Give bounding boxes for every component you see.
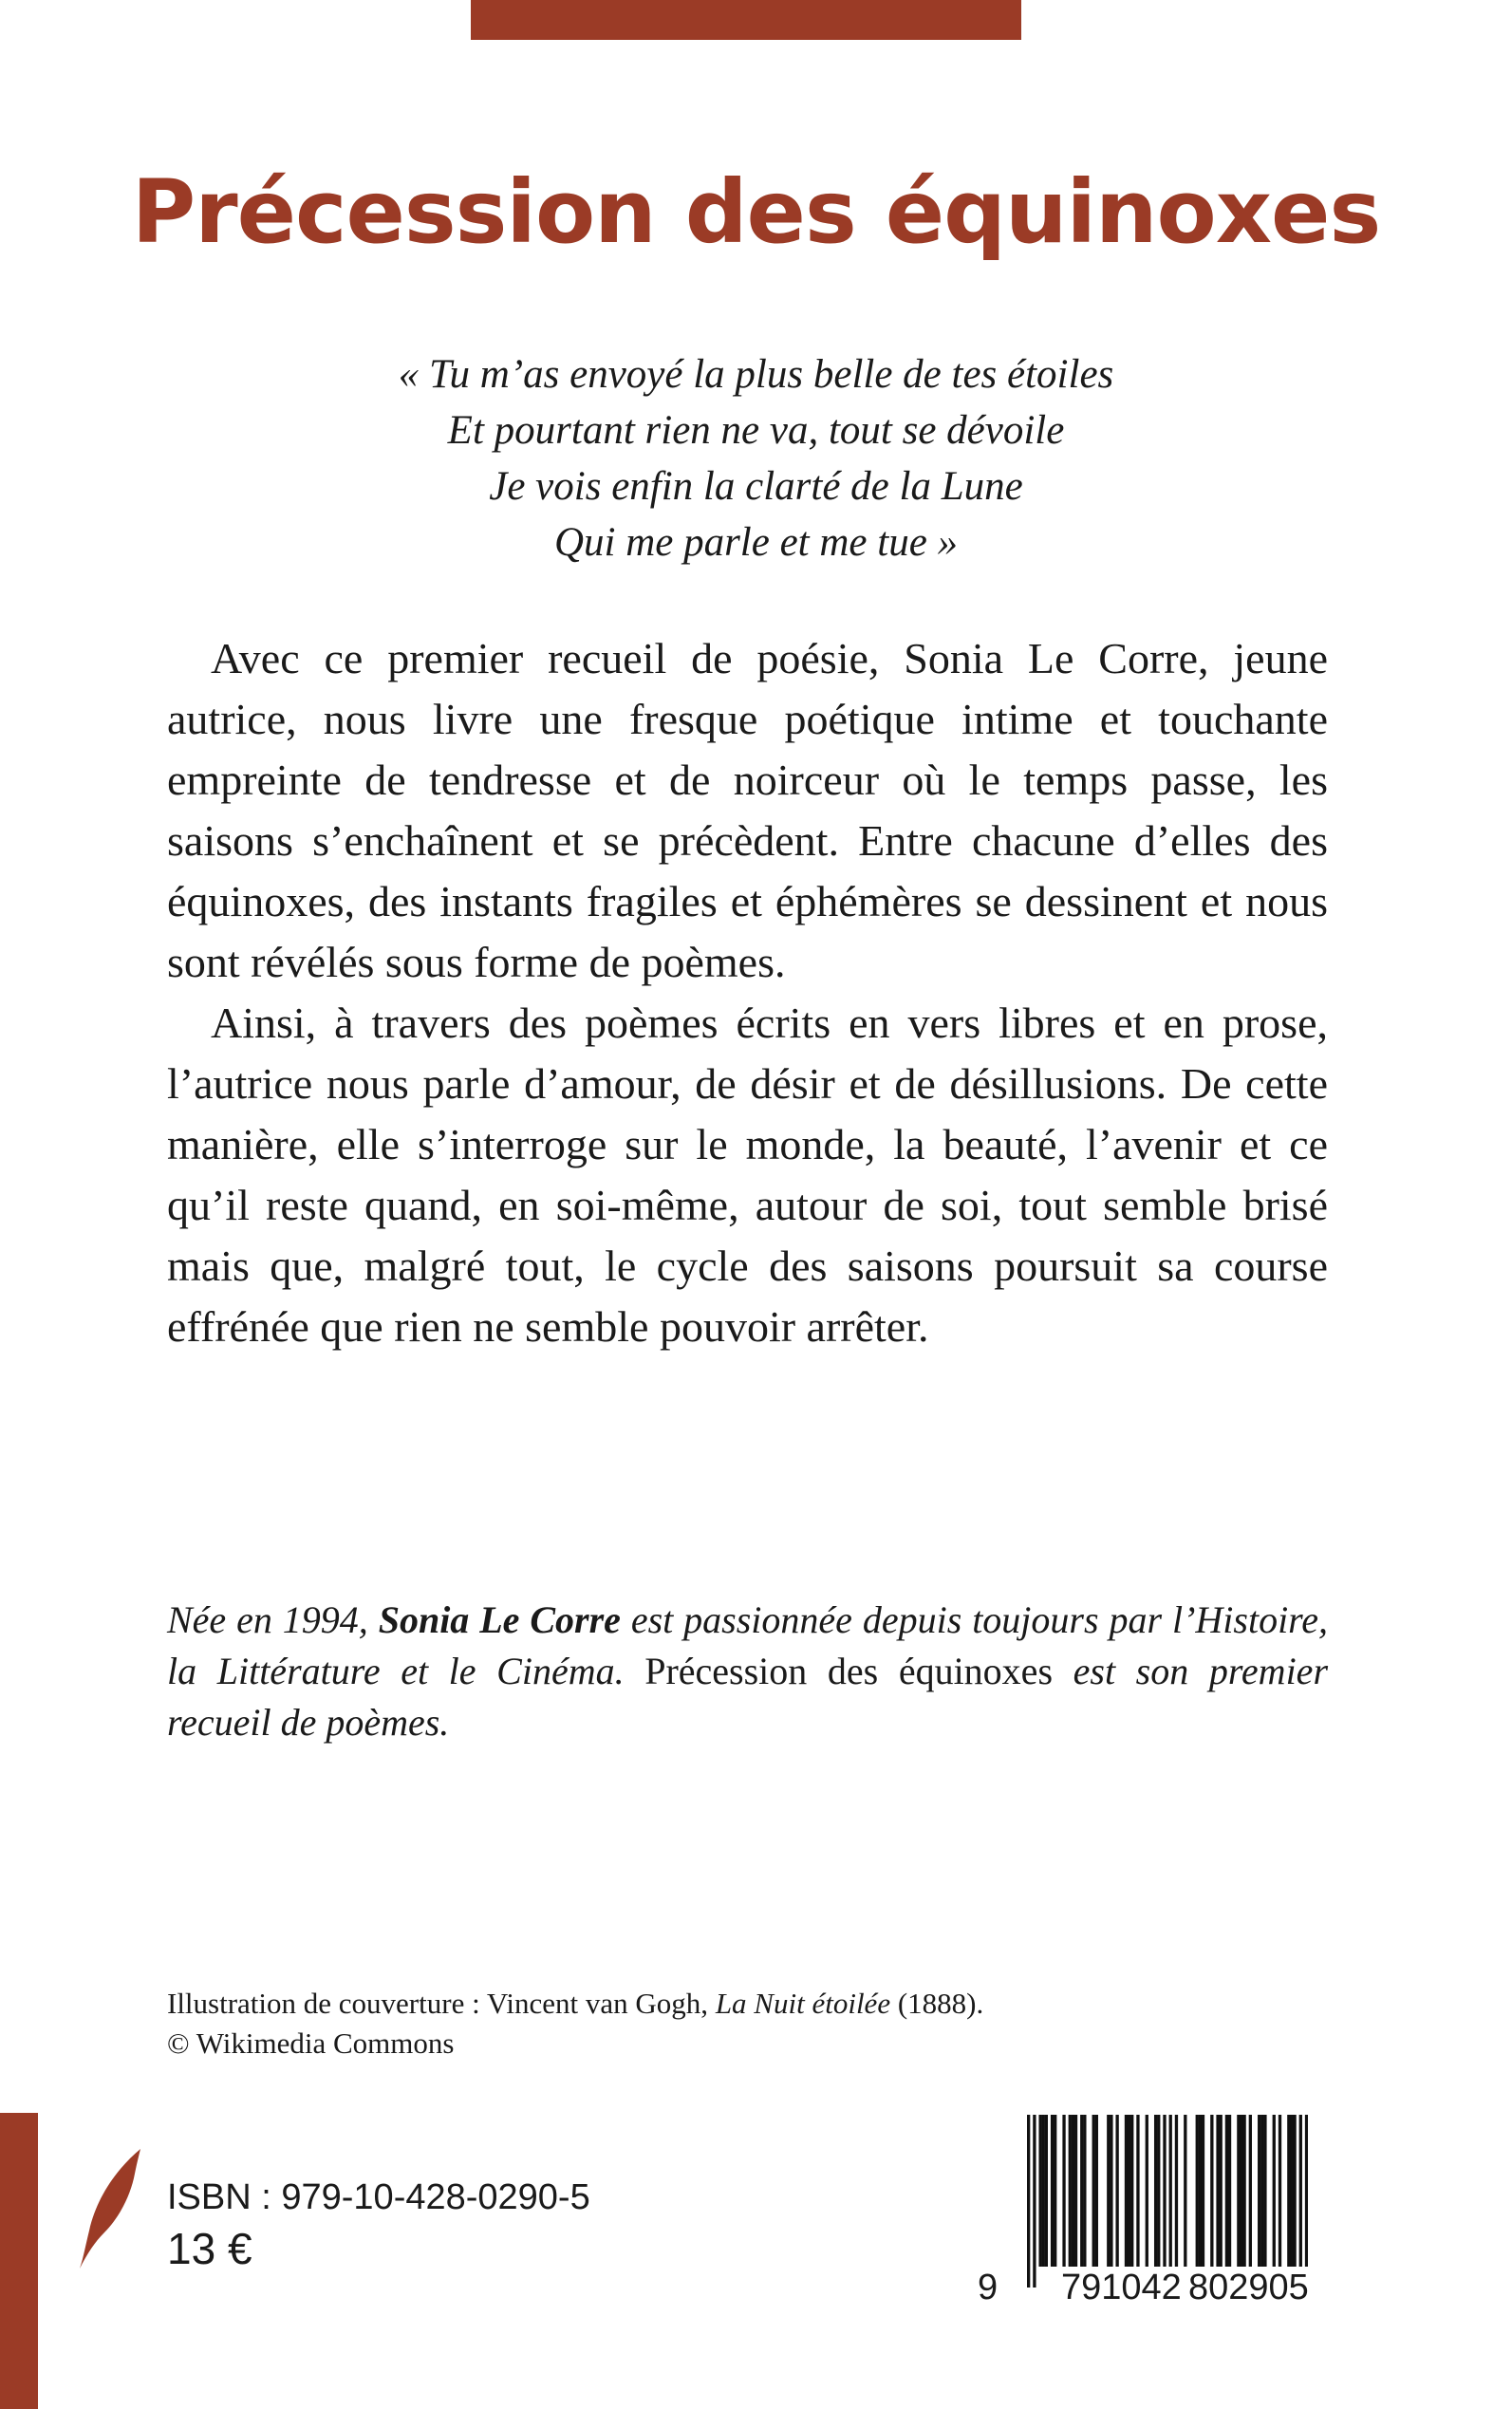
top-accent-bar <box>471 0 1021 40</box>
barcode-bar <box>1290 2115 1293 2267</box>
bio-text: est passionnée depuis toujours par l’Histoire, la Littérature et le Cinéma. <box>167 1598 1329 1692</box>
barcode-bar <box>1074 2115 1077 2267</box>
author-bio <box>167 1595 1328 1748</box>
barcode-bar <box>1080 2115 1083 2267</box>
barcode-bar <box>1199 2115 1202 2267</box>
credits-copyright: © Wikimedia Commons <box>167 2026 455 2060</box>
barcode-bar <box>1115 2115 1118 2267</box>
barcode-bar <box>1092 2115 1095 2267</box>
epigraph <box>0 346 1512 570</box>
book-title: Précession des équinoxes <box>131 161 1381 263</box>
barcode-bar <box>1305 2115 1308 2288</box>
epigraph-line: Et pourtant rien ne va, tout se dévoile <box>447 408 1065 453</box>
barcode-bar <box>1083 2115 1086 2267</box>
barcode-bar <box>1228 2115 1231 2267</box>
epigraph-line: « Tu m’as envoyé la plus belle de tes étoiles <box>398 352 1114 397</box>
quill-icon <box>76 2147 144 2270</box>
barcode-bar <box>1220 2115 1223 2267</box>
barcode-bar <box>1273 2115 1276 2267</box>
summary <box>167 628 1328 1357</box>
barcode-bar <box>1125 2115 1128 2267</box>
barcode-bar <box>1027 2115 1030 2288</box>
barcode-bar <box>1263 2115 1266 2267</box>
barcode-digits-right: 802905 <box>1183 2267 1315 2308</box>
barcode-bar <box>1225 2115 1228 2267</box>
barcode-bar <box>1095 2115 1098 2267</box>
credits-line <box>167 1984 983 2024</box>
bio-book-title: Précession des équinoxes <box>644 1650 1054 1692</box>
barcode-bar <box>1242 2115 1245 2267</box>
barcode-bar <box>1237 2115 1240 2267</box>
barcode-bar <box>1175 2115 1178 2267</box>
barcode-bar <box>1249 2115 1252 2267</box>
bio-author-name: Sonia Le Corre <box>378 1598 621 1641</box>
barcode-bar <box>1146 2115 1148 2267</box>
barcode-bar <box>1279 2115 1281 2267</box>
barcode-bar <box>1136 2115 1139 2267</box>
barcode-bar <box>1210 2115 1213 2267</box>
barcode-bar <box>1157 2115 1160 2267</box>
price: 13 € <box>167 2224 252 2273</box>
barcode <box>978 2115 1329 2318</box>
barcode-bar <box>1287 2115 1290 2267</box>
barcode-bar <box>1196 2115 1199 2267</box>
credits-artwork: La Nuit étoilée <box>715 1987 891 2020</box>
barcode-digit-lead: 9 <box>978 2268 999 2307</box>
barcode-bar <box>1260 2115 1263 2267</box>
bio-text: est son premier recueil de poèmes. <box>167 1650 1329 1744</box>
barcode-bar <box>1054 2115 1056 2267</box>
barcode-digits-left: 791042 <box>1055 2267 1187 2308</box>
barcode-bar <box>1299 2115 1302 2288</box>
summary-paragraph: Avec ce premier recueil de poésie, Sonia Le Corre, jeune autrice, nous livre une fresque poétique intime et touchante empreinte de tendresse et de noirceur où le temps passe, les saisons s’enchaînent et se précèdent. Entre chacune d’elles des équinoxes, des instants fragiles et éphémères se dessinent et nous sont révélés sous forme de poèmes. <box>167 634 1328 986</box>
side-accent-bar <box>0 2113 38 2409</box>
epigraph-line: Qui me parle et me tue » <box>553 520 959 565</box>
barcode-bar <box>1216 2115 1219 2267</box>
barcode-bar <box>1033 2115 1036 2288</box>
barcode-bar <box>1051 2115 1054 2267</box>
barcode-bar <box>1163 2115 1166 2288</box>
barcode-bar <box>1042 2115 1045 2267</box>
barcode-bar <box>1045 2115 1048 2267</box>
barcode-bar <box>1069 2115 1072 2267</box>
barcode-bar <box>1128 2115 1130 2267</box>
barcode-bar <box>1062 2115 1065 2267</box>
barcode-bar <box>1293 2115 1296 2267</box>
cover-credits <box>167 1984 983 2064</box>
barcode-bar <box>1072 2115 1074 2267</box>
summary-paragraph: Ainsi, à travers des poèmes écrits en vers libres et en prose, l’autrice nous parle d’amour, de désir et de désillusions. De cette manière, elle s’interroge sur le monde, la beauté, l’avenir et ce qu’il reste quand, en soi-même, autour de soi, tout semble brisé mais que, malgré tout, le cycle des saisons poursuit sa course effrénée que rien ne semble pouvoir arrêter. <box>167 999 1328 1351</box>
barcode-bar <box>1130 2115 1133 2267</box>
isbn: ISBN : 979-10-428-0290-5 <box>167 2177 590 2217</box>
barcode-bar <box>1202 2115 1204 2267</box>
barcode-bars <box>1027 2115 1308 2288</box>
credits-text: (1888). <box>890 1987 984 2020</box>
barcode-bar <box>1240 2115 1242 2267</box>
credits-text: Illustration de couverture : Vincent van Gogh, <box>167 1987 716 2020</box>
barcode-bar <box>1154 2115 1157 2267</box>
quill-feather <box>80 2149 140 2269</box>
barcode-bar <box>1169 2115 1172 2288</box>
epigraph-line: Je vois enfin la clarté de la Lune <box>489 464 1023 509</box>
barcode-bar <box>1038 2115 1041 2267</box>
barcode-bar <box>1107 2115 1110 2267</box>
barcode-bar <box>1110 2115 1112 2267</box>
barcode-bar <box>1184 2115 1186 2267</box>
bio-text: Née en 1994, <box>167 1598 379 1641</box>
barcode-bar <box>1258 2115 1260 2267</box>
